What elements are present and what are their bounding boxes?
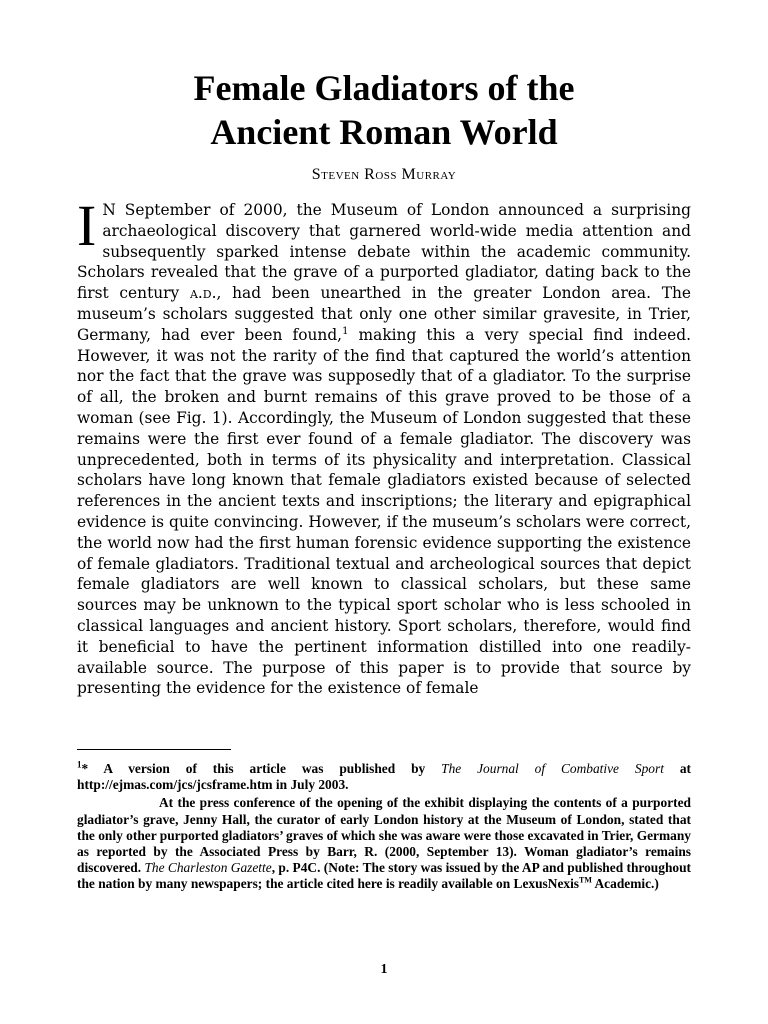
body-paragraph xyxy=(77,193,691,699)
body-text-part-2: , had been unearthed in the greater London area. The museum’s scholars suggested that only one other similar gravesite, in Trier, Germany, had ever been found, xyxy=(77,284,691,344)
drop-cap: I xyxy=(77,193,97,258)
era-abbreviation: a.d. xyxy=(189,284,217,303)
footnote xyxy=(77,761,691,893)
footnote-separator xyxy=(77,749,231,750)
footnote-reference[interactable]: 1 xyxy=(342,325,349,337)
footnote-paragraph-1 xyxy=(77,761,691,793)
footnote-text: , p. P4C. (Note: The story was issued by the AP and published throughout the nation by many newspapers; the article cited here is readily available on LexusNexis xyxy=(77,860,691,892)
newspaper-title: The Charleston Gazette xyxy=(144,860,272,876)
footnote-text: * A version of this article was published by xyxy=(81,761,442,776)
footnote-paragraph-2 xyxy=(77,795,691,892)
footnote-text: At the press conference of the opening of the exhibit displaying the contents of a purported gladiator’s grave, Jenny Hall, the curator of early London history at the Museum of London, stated that the only other purported gladiators’ graves of which she was aware were those excavated in Trier, Germany as reported by the Associated Press by Barr, R. (2000, September 13). Woman gladiator’s remains discovered. xyxy=(77,795,691,876)
footnote-text: Academic.) xyxy=(591,876,659,892)
journal-title: The Journal of Combative Sport xyxy=(441,761,664,776)
title-line-1: Female Gladiators of the xyxy=(193,68,575,108)
body-text-part-3: making this a very special find indeed. However, it was not the rarity of the find that captured the world’s attention nor the fact that the grave was supposedly that of a gladiator. To the surprise of all, the broken and burnt remains of this grave proved to be those of a woman (see Fig. 1). Accordingly, the Museum of London suggested that these remains were the first ever found of a female gladiator. The discovery was unprecedented, both in terms of its physicality and interpretation. Classical scholars have long known that female gladiators existed because of selected references in the ancient texts and inscriptions; the literary and epigraphical evidence is quite convincing. However, if the museum’s scholars were correct, the world now had the first human forensic evidence supporting the existence of female gladiators. Traditional textual and archeological sources that depict female gladiators are well known to classical scholars, but these same sources may be unknown to the typical sport scholar who is less schooled in classical languages and ancient history. Sport scholars, therefore, would find it beneficial to have the pertinent information distilled into one readily-available source. The purpose of this paper is to provide that source by presenting the evidence for the existence of female xyxy=(77,325,691,698)
footnote-text-url: at http://ejmas.com/jcs/jcsframe.htm in July 2003. xyxy=(77,761,691,793)
article-title xyxy=(0,66,768,154)
body-text-part-1: N September of 2000, the Museum of London announced a surprising archaeological discovery that garnered world-wide media attention and subsequently sparked intense debate within the academic community. Scholars revealed that the grave of a purported gladiator, dating back to the first century xyxy=(77,201,691,303)
trademark-symbol: TM xyxy=(579,875,592,885)
title-line-2: Ancient Roman World xyxy=(210,112,558,152)
author-name: Steven Ross Murray xyxy=(311,166,457,183)
footnote-mark: 1 xyxy=(77,759,82,770)
page-number: 1 xyxy=(380,962,388,977)
